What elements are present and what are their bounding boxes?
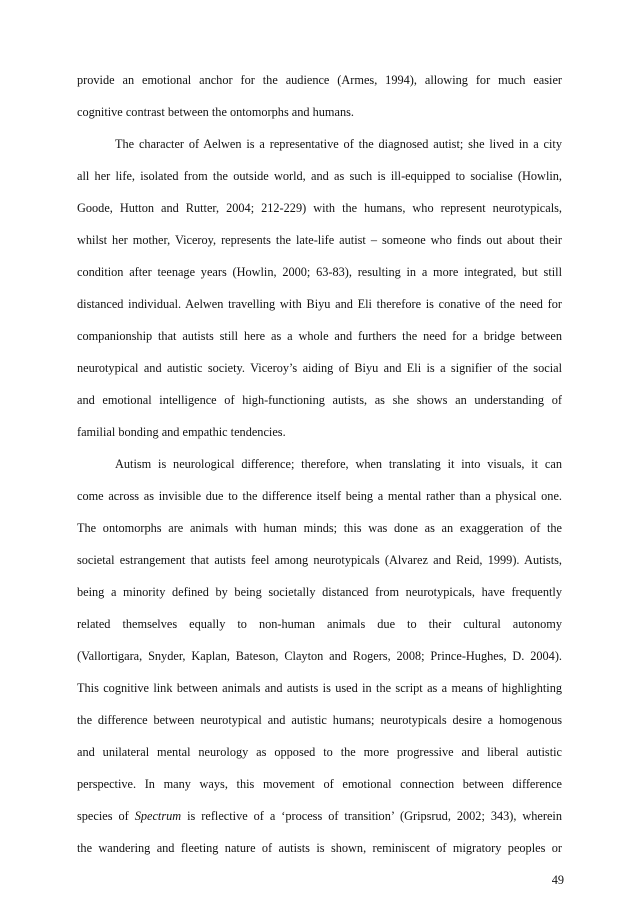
text-line: companionship that autists still here as a whole and furthers the need for a bridge between (77, 329, 562, 343)
text-line: (Vallortigara, Snyder, Kaplan, Bateson, Clayton and Rogers, 2008; Prince-Hughes, D. 2004). (77, 649, 562, 663)
text-line: cognitive contrast between the ontomorphs and humans. (77, 105, 354, 119)
text-run: species of (77, 809, 135, 823)
text-line: The character of Aelwen is a representative of the diagnosed autist; she lived in a city (115, 137, 562, 151)
text-line: provide an emotional anchor for the audience (Armes, 1994), allowing for much easier (77, 73, 562, 87)
text-line: perspective. In many ways, this movement of emotional connection between difference (77, 777, 562, 791)
text-line: related themselves equally to non-human animals due to their cultural autonomy (77, 617, 562, 631)
text-line: and unilateral mental neurology as opposed to the more progressive and liberal autistic (77, 745, 562, 759)
text-line: Autism is neurological difference; therefore, when translating it into visuals, it can (115, 457, 562, 471)
text-line: condition after teenage years (Howlin, 2000; 63-83), resulting in a more integrated, but still (77, 265, 562, 279)
text-line: and emotional intelligence of high-functioning autists, as she shows an understanding of (77, 393, 562, 407)
text-line: familial bonding and empathic tendencies. (77, 425, 286, 439)
title-italic: Spectrum (134, 809, 182, 823)
text-line: the difference between neurotypical and autistic humans; neurotypicals desire a homogenous (77, 713, 562, 727)
text-run: is reflective of a ‘process of transition’ (Gripsrud, 2002; 343), wherein (181, 809, 563, 823)
text-line: being a minority defined by being societally distanced from neurotypicals, have frequently (77, 585, 562, 599)
text-line: come across as invisible due to the difference itself being a mental rather than a physical one. (77, 489, 562, 503)
text-line: whilst her mother, Viceroy, represents the late-life autist – someone who finds out about their (77, 233, 562, 247)
text-line: neurotypical and autistic society. Viceroy’s aiding of Biyu and Eli is a signifier of the social (77, 361, 562, 375)
text-line: the wandering and fleeting nature of autists is shown, reminiscent of migratory peoples or (77, 841, 562, 855)
text-line: societal estrangement that autists feel among neurotypicals (Alvarez and Reid, 1999). Autists, (77, 553, 562, 567)
text-line: Goode, Hutton and Rutter, 2004; 212-229) with the humans, who represent neurotypicals, (77, 201, 562, 215)
page-number: 49 (551, 873, 564, 887)
text-line: This cognitive link between animals and autists is used in the script as a means of highlighting (77, 681, 562, 695)
text-line: all her life, isolated from the outside world, and as such is ill-equipped to socialise (Howlin, (77, 169, 562, 183)
text-line: distanced individual. Aelwen travelling with Biyu and Eli therefore is conative of the need for (77, 297, 562, 311)
text-line: The ontomorphs are animals with human minds; this was done as an exaggeration of the (77, 521, 562, 535)
text-line (77, 808, 562, 824)
